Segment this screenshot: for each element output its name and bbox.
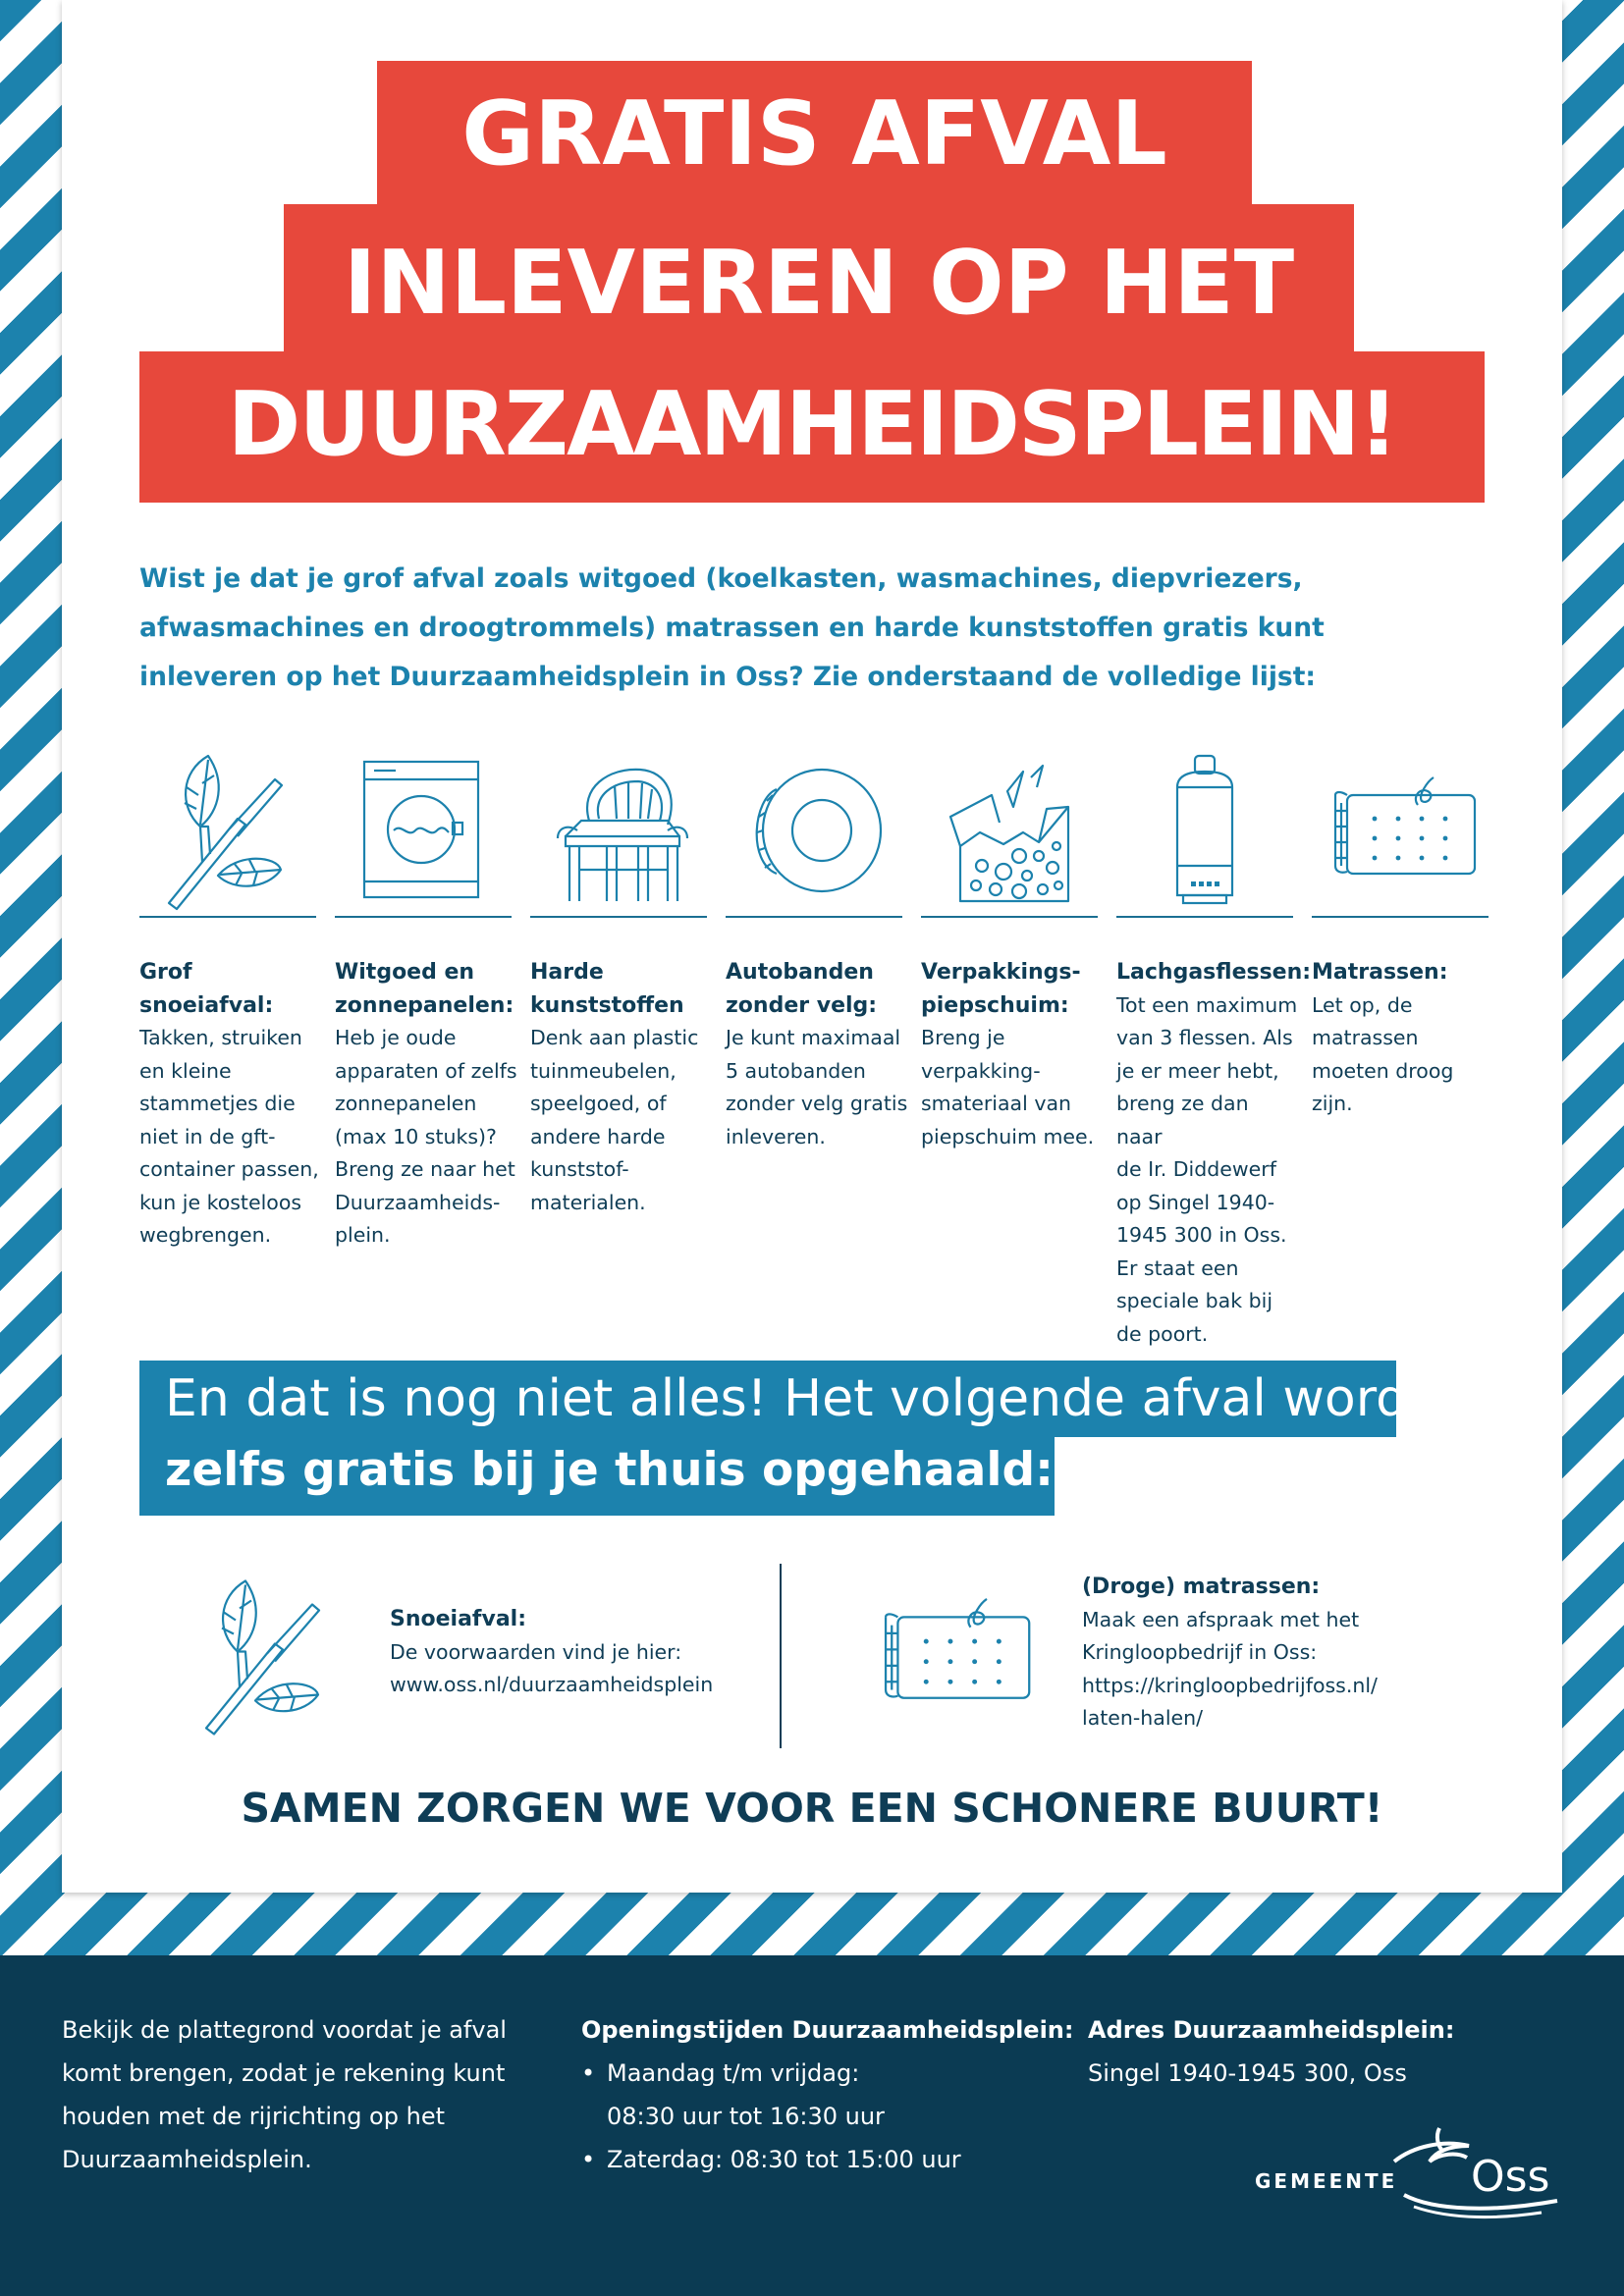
address-line: Singel 1940-1945 300, Oss <box>1088 2059 1407 2087</box>
item-text: Takken, struiken en kleine stammetjes die niet in de gft- container passen, kun je kosteloos wegbrengen. <box>139 1026 319 1247</box>
pickup-snoeiafval <box>390 1603 713 1702</box>
item-grof-snoeiafval <box>139 956 322 1253</box>
slogan: SAMEN ZORGEN WE VOOR EEN SCHONERE BUURT! <box>241 1785 1383 1832</box>
item-heading: Autobanden zonder velg: <box>726 960 878 1018</box>
title-line-2: INLEVEREN OP HET <box>284 204 1354 355</box>
hours-item: • Zaterdag: 08:30 tot 15:00 uur <box>581 2138 1074 2181</box>
item-text: Let op, de matrassen moeten droog zijn. <box>1312 992 1454 1115</box>
mattress-icon <box>1312 748 1489 915</box>
item-lachgasflessen <box>1116 956 1312 1351</box>
item-heading: Lachgasflessen: <box>1116 960 1312 985</box>
divider <box>921 916 1098 918</box>
item-text: Heb je oude apparaten of zelfs zonnepanelen (max 10 stuks)? Breng ze naar het Duurzaamheids- plein. <box>335 1026 517 1247</box>
hours-item: • Maandag t/m vrijdag: <box>581 2052 1074 2095</box>
opening-hours <box>581 2008 1074 2181</box>
map-note <box>62 2008 507 2181</box>
pickup-heading: Snoeiafval: <box>390 1607 527 1631</box>
pickup-line: Kringloopbedrijf in Oss: <box>1082 1640 1318 1664</box>
pickup-line: Maak een afspraak met het <box>1082 1607 1360 1631</box>
pickup-heading: (Droge) matrassen: <box>1082 1575 1321 1599</box>
item-heading: Harde kunststoffen <box>530 960 684 1018</box>
washing-machine-icon <box>335 748 512 915</box>
title-line-3: DUURZAAMHEIDSPLEIN! <box>139 351 1485 503</box>
pickup-link[interactable]: laten-halen/ <box>1082 1706 1204 1730</box>
item-piepschuim <box>921 956 1104 1153</box>
footer-line: houden met de rijrichting op het <box>62 2103 445 2130</box>
item-text: Je kunt maximaal 5 autobanden zonder velg gratis inleveren. <box>726 1026 908 1148</box>
item-autobanden <box>726 956 908 1153</box>
item-text: Breng je verpakking- smateriaal van piepschuim mee. <box>921 1026 1095 1148</box>
item-heading: Matrassen: <box>1312 960 1448 985</box>
footer <box>0 1955 1624 2296</box>
gemeente-oss-logo <box>1247 2122 1571 2230</box>
intro-line: inleveren op het Duurzaamheidsplein in Oss? Zie onderstaand de volledige lijst: <box>139 662 1316 692</box>
pickup-line: De voorwaarden vind je hier: <box>390 1639 682 1664</box>
title-line-1: GRATIS AFVAL <box>377 61 1252 208</box>
branch-icon <box>177 1561 353 1752</box>
tire-icon <box>726 748 902 915</box>
item-witgoed <box>335 956 517 1253</box>
pickup-heading-line-1: En dat is nog niet alles! Het volgende afval wordt <box>139 1361 1396 1437</box>
item-text: Tot een maximum van 3 flessen. Als je er meer hebt, breng ze dan naar de Ir. Diddewerf op Singel 1940- 1945 300 in Oss. Er staat een speciale bak bij de poort. <box>1116 992 1298 1346</box>
hours-item: 08:30 uur tot 16:30 uur <box>607 2103 885 2130</box>
pickup-matrassen <box>1082 1571 1378 1735</box>
pickup-heading-line-2: zelfs gratis bij je thuis opgehaald: <box>139 1435 1055 1516</box>
hours-title: Openingstijden Duurzaamheidsplein: <box>581 2016 1074 2044</box>
footer-line: komt brengen, zodat je rekening kunt <box>62 2059 506 2087</box>
logo-wordmark: GEMEENTE <box>1255 2169 1398 2193</box>
intro-line: Wist je dat je grof afval zoals witgoed (koelkasten, wasmachines, diepvriezers, <box>139 563 1303 594</box>
intro-text <box>139 555 1325 702</box>
gas-cylinder-icon <box>1116 748 1293 915</box>
divider <box>335 916 512 918</box>
vertical-divider <box>780 1564 782 1748</box>
branch-icon <box>139 748 316 915</box>
address <box>1088 2008 1454 2095</box>
divider <box>726 916 902 918</box>
intro-line: afwasmachines en droogtrommels) matrassen en harde kunststoffen gratis kunt <box>139 613 1325 643</box>
item-matrassen <box>1312 956 1494 1121</box>
item-heading: Grof snoeiafval: <box>139 960 274 1018</box>
logo-oss: Oss <box>1471 2152 1550 2202</box>
divider <box>1116 916 1293 918</box>
styrofoam-icon <box>921 748 1098 915</box>
item-heading: Witgoed en zonnepanelen: <box>335 960 514 1018</box>
pickup-link[interactable]: www.oss.nl/duurzaamheidsplein <box>390 1673 714 1696</box>
mattress-icon <box>854 1569 1051 1740</box>
address-title: Adres Duurzaamheidsplein: <box>1088 2016 1455 2044</box>
garden-chair-icon <box>530 748 707 915</box>
footer-line: Duurzaamheidsplein. <box>62 2146 312 2173</box>
item-harde-kunststoffen <box>530 956 713 1219</box>
footer-line: Bekijk de plattegrond voordat je afval <box>62 2016 507 2044</box>
divider <box>530 916 707 918</box>
bullet-icon: • <box>581 2146 596 2173</box>
divider <box>1312 916 1489 918</box>
item-text: Denk aan plastic tuinmeubelen, speelgoed, of andere harde kunststof- materialen. <box>530 1026 699 1214</box>
bullet-icon: • <box>581 2059 596 2087</box>
divider <box>139 916 316 918</box>
pickup-link[interactable]: https://kringloopbedrijfoss.nl/ <box>1082 1673 1378 1697</box>
item-heading: Verpakkings- piepschuim: <box>921 960 1081 1018</box>
